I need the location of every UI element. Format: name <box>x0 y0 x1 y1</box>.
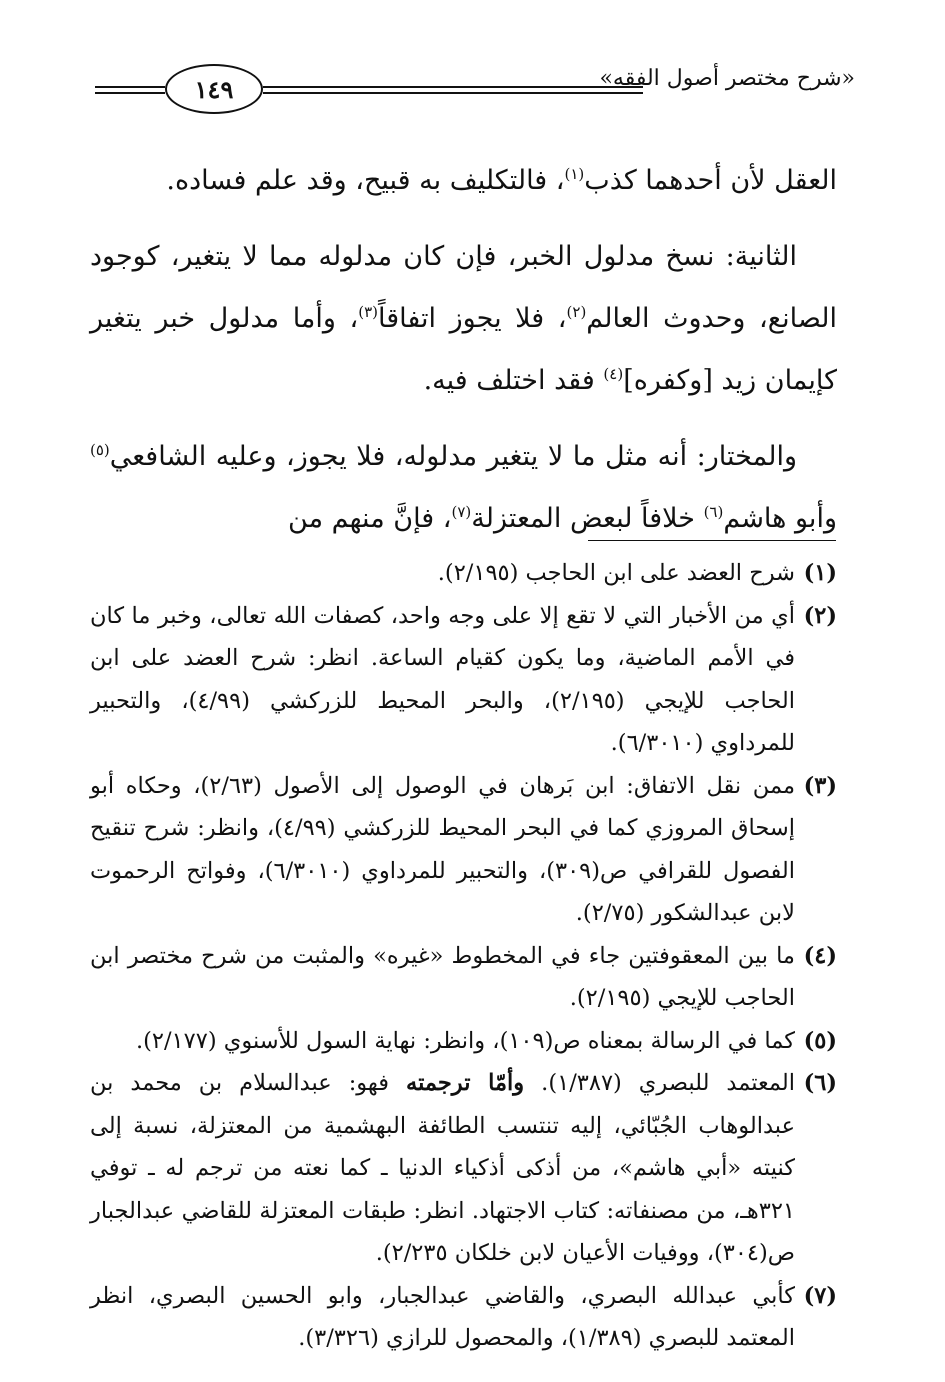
footnote <box>90 1062 837 1275</box>
header-rule <box>263 86 643 88</box>
footnote-number: (٤) <box>803 942 837 969</box>
footnote-text <box>90 935 795 1020</box>
text-run: ما بين المعقوفتين جاء في المخطوط «غيره» والمثبت من شرح مختصر ابن الحاجب للإيجي (٢/١٩٥). <box>90 942 795 1011</box>
footnote-number: (٧) <box>803 1282 837 1309</box>
footnote-number: (٥) <box>803 1027 837 1054</box>
footnote-number: (٢) <box>803 602 837 629</box>
footnote-text <box>90 552 795 595</box>
footnote-ref: (٧) <box>451 503 472 521</box>
text-run: المعتمد للبصري (١/٣٨٧). <box>524 1070 795 1096</box>
footnote-ref: (٥) <box>90 441 110 459</box>
footnote-text <box>90 1062 795 1275</box>
footnote-number: (٣) <box>803 772 837 799</box>
text-run: فقد اختلف فيه. <box>423 365 604 396</box>
paragraph <box>90 226 837 412</box>
text-run: شرح العضد على ابن الحاجب (٢/١٩٥). <box>437 560 795 586</box>
text-run: الثانية: نسخ مدلول الخبر، فإن كان مدلوله مما لا يتغير، كوجود الصانع، وحدوث العالم <box>90 241 837 334</box>
footnote <box>90 595 837 765</box>
text-run: ، فإنَّ منهم من <box>288 503 452 534</box>
footnote-ref: (١) <box>564 165 585 183</box>
footnote-text <box>90 1020 795 1063</box>
paragraph <box>90 150 837 212</box>
footnote <box>90 1275 837 1360</box>
text-run: ممن نقل الاتفاق: ابن بَرهان في الوصول إلى الأصول (٢/٦٣)، وحكاه أبو إسحاق المروزي كما في البحر المحيط للزركشي (٤/٩٩)، وانظر: شرح تنقيح الفصول للقرافي ص(٣٠٩)، والتحبير للمرداوي (٦/٣٠١٠)، وفواتح الرحموت لابن عبدالشكور (٢/٧٥). <box>90 772 795 926</box>
text-run: العقل لأن أحدهما كذب <box>584 165 837 196</box>
footnote <box>90 935 837 1020</box>
footnote-ref: (٦) <box>703 503 724 521</box>
text-run: فهو: عبدالسلام بن محمد بن عبدالوهاب الجُبّائي، إليه تنتسب الطائفة البهشمية من المعتزلة، نسبة إلى كنيته «أبي هاشم»، من أذكى أذكياء الدنيا ـ كما نعته من ترجم له ـ توفي ٣٢١هـ، من مصنفاته: كتاب الاجتهاد. انظر: طبقات المعتزلة للقاضي عبدالجبار ص(٣٠٤)، ووفيات الأعيان لابن خلكان ٢/٢٣٥). <box>90 1070 795 1266</box>
footnotes <box>90 552 837 1360</box>
text-run: ، فالتكليف به قبيح، وقد علم فساده. <box>166 165 565 196</box>
footnote-ref: (٢) <box>566 303 587 321</box>
text-run: ، فلا يجوز اتفاقاً <box>378 303 567 334</box>
page-header <box>95 62 855 122</box>
text-run: ، وأما مدلول خبر يتغير كإيمان زيد [وكفره] <box>90 303 837 396</box>
footnote <box>90 552 837 595</box>
footnote-separator <box>588 540 836 541</box>
text-run: كأبي عبدالله البصري، والقاضي عبدالجبار، وابو الحسين البصري، انظر المعتمد للبصري (١/٣٨٩)، والمحصول للرازي (٣/٣٢٦). <box>90 1282 795 1351</box>
page-number: ١٤٩ <box>165 64 263 114</box>
footnote <box>90 1020 837 1063</box>
text-run: كما في الرسالة بمعناه ص(١٠٩)، وانظر: نهاية السول للأسنوي (٢/١٧٧). <box>135 1027 795 1054</box>
footnote-text <box>90 765 795 935</box>
footnote-ref: (٣) <box>358 303 379 321</box>
header-rule <box>95 92 165 94</box>
main-text <box>90 150 837 564</box>
header-rule <box>263 92 643 94</box>
bold-text: وأمّا ترجمته <box>406 1070 525 1096</box>
text-run: وأبو هاشم <box>723 503 837 534</box>
footnote-ref: (٤) <box>603 365 624 383</box>
paragraph <box>90 426 837 550</box>
footnote-number: (١) <box>803 560 837 586</box>
footnote-text <box>90 1275 795 1360</box>
text-run: والمختار: أنه مثل ما لا يتغير مدلوله، فلا يجوز، وعليه الشافعي <box>109 441 797 472</box>
footnote <box>90 765 837 935</box>
footnote-text <box>90 595 795 765</box>
header-rule <box>95 86 165 88</box>
text-run: خلافاً لبعض المعتزلة <box>471 503 704 534</box>
text-run: أي من الأخبار التي لا تقع إلا على وجه واحد، كصفات الله تعالى، وخبر ما كان في الأمم الماضية، وما يكون كقيام الساعة. انظر: شرح العضد على ابن الحاجب للإيجي (٢/١٩٥)، والبحر المحيط للزركشي (٤/٩٩)، والتحبير للمرداوي (٦/٣٠١٠). <box>90 602 795 756</box>
running-title: «شرح مختصر أصول الفقه» <box>599 66 855 91</box>
footnote-number: (٦) <box>803 1070 837 1096</box>
